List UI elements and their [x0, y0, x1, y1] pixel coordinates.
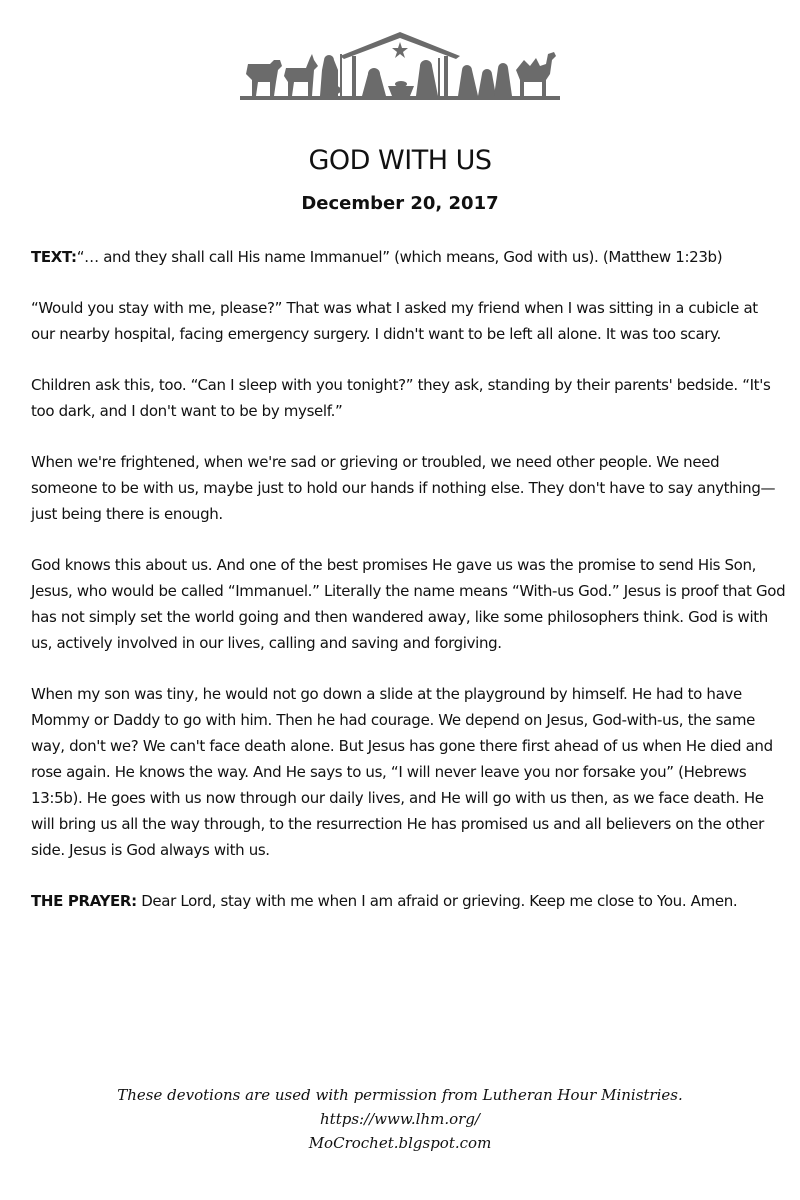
paragraph: When my son was tiny, he would not go down a slide at the playground by himself. He had to have Mommy or Daddy to go with him. Then he had courage. We depend on Jesus, God-with-us, the same way, don't we? We can't face death alone. But Jesus has gone there first ahead of us when He died and rose again. He knows the way. And He says to us, “I will never leave you nor forsake you” (Hebrews 13:5b). He goes with us now through our daily lives, and He will go with us then, as we face death. He will bring us all the way through, to the resurrection He has promised us and all believers on the other side. Jesus is God always with us. — [31, 685, 773, 859]
prayer-text: Dear Lord, stay with me when I am afraid or grieving. Keep me close to You. Amen. — [141, 892, 738, 910]
footer — [0, 1083, 800, 1155]
blog-link[interactable]: MoCrochet.blgspot.com — [308, 1134, 492, 1152]
paragraph: Children ask this, too. “Can I sleep with you tonight?” they ask, standing by their parents' bedside. “It's too dark, and I don't want to be by myself.” — [31, 376, 771, 420]
paragraph: “Would you stay with me, please?” That was what I asked my friend when I was sitting in a cubicle at our nearby hospital, facing emergency surgery. I didn't want to be left all alone. It was too scary. — [31, 299, 758, 343]
scripture-text — [31, 244, 786, 270]
nativity-scene-icon — [240, 30, 560, 102]
devotion-body — [31, 244, 786, 939]
lhm-link[interactable]: https://www.lhm.org/ — [320, 1110, 480, 1128]
paragraph: God knows this about us. And one of the best promises He gave us was the promise to send His Son, Jesus, who would be called “Immanuel.” Literally the name means “With-us God.” Jesus is proof that God has not simply set the world going and then wandered away, like some philosophers think. God is with us, actively involved in our lives, calling and saving and forgiving. — [31, 556, 786, 652]
prayer — [31, 888, 786, 914]
page-title: GOD WITH US — [308, 145, 492, 176]
prayer-label: THE PRAYER: — [31, 892, 137, 910]
scripture-quote: “… and they shall call His name Immanuel” (which means, God with us). (Matthew 1:23b) — [76, 248, 723, 266]
paragraph: When we're frightened, when we're sad or grieving or troubled, we need other people. We need someone to be with us, maybe just to hold our hands if nothing else. They don't have to say anything—just being there is enough. — [31, 453, 776, 523]
permission-note: These devotions are used with permission from Lutheran Hour Ministries. — [117, 1086, 683, 1104]
devotion-date: December 20, 2017 — [301, 193, 499, 214]
text-label: TEXT: — [31, 248, 77, 266]
